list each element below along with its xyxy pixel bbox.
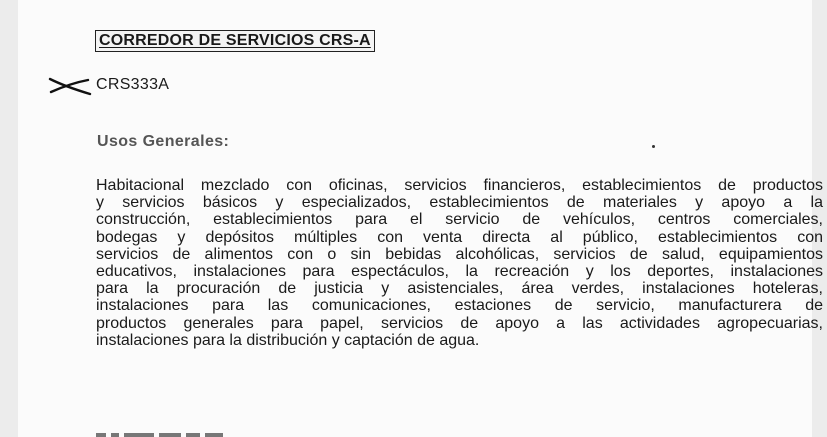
paragraph-line: instalaciones para las comunicaciones, estaciones de servicio, manufacturera de [96,297,823,315]
paragraph-line: para la procuración de justicia y asistenciales, área verdes, instalaciones hoteleras, [96,280,823,298]
zone-code: CRS333A [96,76,170,93]
section-heading: CORREDOR DE SERVICIOS CRS-A [95,30,375,52]
cut-off-next-line [96,429,236,437]
paragraph-line: bodegas y depósitos múltiples con venta directa al público, establecimientos con [96,228,823,246]
paragraph-line: productos generales para papel, servicios de apoyo a las actividades agropecuarias, [96,314,823,332]
ink-speck [652,145,655,148]
paragraph-line: y servicios básicos y especializados, establecimientos de materiales y apoyo a la [96,194,823,212]
paragraph-line: servicios de alimentos con o sin bebidas alcohólicas, servicios de salud, equipamientos [96,245,823,263]
paragraph-line: instalaciones para la distribución y captación de agua. [96,331,480,349]
general-uses-heading: Usos Generales: [97,133,230,150]
paragraph-line: construcción, establecimientos para el servicio de vehículos, centros comerciales, [96,211,823,229]
handwritten-cross-icon [48,76,92,96]
general-uses-paragraph [96,177,823,349]
paragraph-line: educativos, instalaciones para espectáculos, la recreación y los deportes, instalaciones [96,263,823,281]
paragraph-line: Habitacional mezclado con oficinas, servicios financieros, establecimientos de productos [96,177,823,194]
document-page [18,0,823,437]
